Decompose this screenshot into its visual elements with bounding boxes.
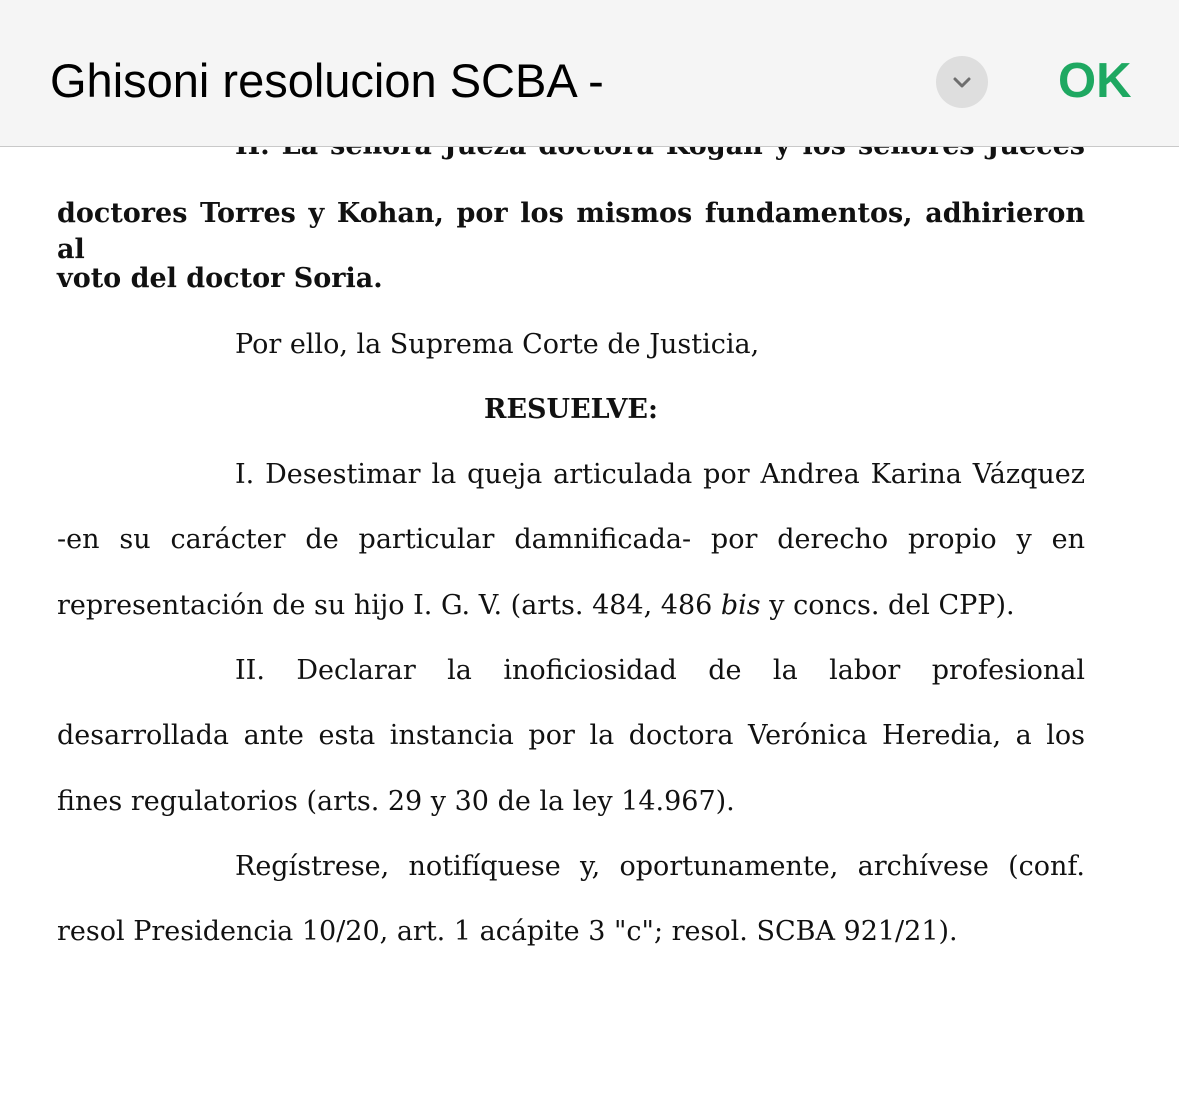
chevron-down-icon: [949, 69, 975, 95]
paragraph-line: [57, 588, 1085, 624]
text-run: y concs. del CPP).: [760, 590, 1015, 621]
paragraph-line: voto del doctor Soria.: [57, 263, 383, 294]
paragraph-line: I. Desestimar la queja articulada por Andrea Karina Vázquez: [235, 459, 1085, 490]
paragraph-line: doctores Torres y Kohan, por los mismos fundamentos, adhirieron al: [57, 198, 1085, 265]
paragraph-line: fines regulatorios (arts. 29 y 30 de la ley 14.967).: [57, 786, 735, 817]
paragraph-line: resol Presidencia 10/20, art. 1 acápite 3 "c"; resol. SCBA 921/21).: [57, 916, 958, 947]
paragraph-line: desarrollada ante esta instancia por la doctora Verónica Heredia, a los: [57, 720, 1085, 751]
paragraph-line: II. Declarar la inoficiosidad de la labor profesional: [235, 655, 1085, 686]
paragraph-line: Regístrese, notifíquese y, oportunamente, archívese (conf.: [235, 851, 1085, 882]
document-title: Ghisoni resolucion SCBA -: [50, 54, 604, 107]
resuelve-heading: RESUELVE:: [484, 394, 658, 425]
ok-button[interactable]: OK: [1058, 54, 1132, 108]
paragraph-line: Por ello, la Suprema Corte de Justicia,: [235, 329, 760, 360]
top-bar: [0, 0, 1179, 147]
redacted-area: [668, 50, 908, 110]
text-run: representación de su hijo I. G. V. (arts. 484, 486: [57, 590, 721, 621]
italic-text: bis: [720, 590, 761, 621]
paragraph-line: -en su carácter de particular damnificada- por derecho propio y en: [57, 524, 1085, 555]
title-menu-button[interactable]: [936, 56, 988, 108]
